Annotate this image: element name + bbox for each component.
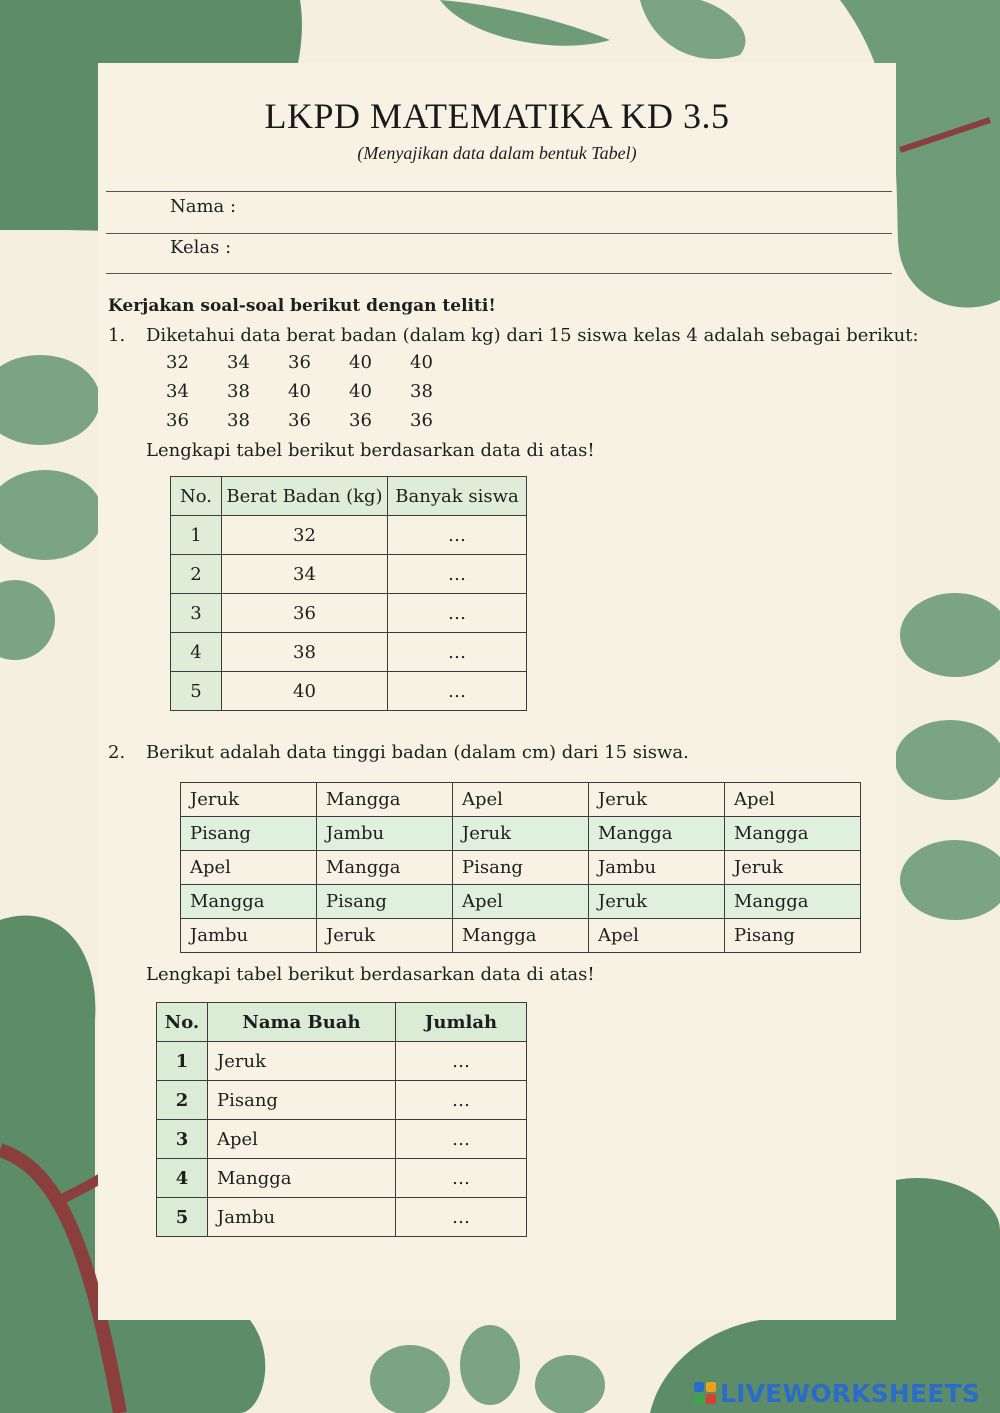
- grid-row: [181, 817, 861, 851]
- grid-cell: Apel: [589, 919, 725, 953]
- data-row: [166, 381, 471, 410]
- row-no: 1: [157, 1042, 208, 1081]
- grid-cell: Mangga: [725, 817, 861, 851]
- data-row: [166, 410, 471, 439]
- data-value: 38: [227, 410, 250, 431]
- row-berat: 36: [222, 594, 388, 633]
- row-no: 4: [171, 633, 222, 672]
- row-berat: 32: [222, 516, 388, 555]
- row-no: 2: [171, 555, 222, 594]
- grid-cell: Pisang: [453, 851, 589, 885]
- grid-cell: Mangga: [317, 783, 453, 817]
- row-nama-buah: Mangga: [208, 1159, 396, 1198]
- liveworksheets-logo[interactable]: [694, 1378, 980, 1408]
- answer-blank[interactable]: …: [388, 633, 527, 672]
- data-value: 32: [166, 352, 189, 373]
- grid-cell: Apel: [453, 783, 589, 817]
- question-1-prompt: Lengkapi tabel berikut berdasarkan data di atas!: [146, 440, 595, 461]
- data-value: 36: [349, 410, 372, 431]
- row-nama-buah: Jeruk: [208, 1042, 396, 1081]
- row-berat: 34: [222, 555, 388, 594]
- question-1-text: Diketahui data berat badan (dalam kg) dari 15 siswa kelas 4 adalah sebagai berikut:: [146, 325, 919, 346]
- data-value: 36: [288, 352, 311, 373]
- weight-data: [166, 352, 471, 439]
- row-berat: 40: [222, 672, 388, 711]
- divider: [106, 191, 892, 192]
- grid-cell: Pisang: [725, 919, 861, 953]
- nama-label: Nama :: [170, 196, 237, 217]
- data-row: [166, 352, 471, 381]
- data-value: 36: [288, 410, 311, 431]
- table-row: [157, 1159, 527, 1198]
- data-value: 34: [227, 352, 250, 373]
- data-value: 36: [166, 410, 189, 431]
- header-nama-buah: Nama Buah: [208, 1003, 396, 1042]
- grid-cell: Mangga: [725, 885, 861, 919]
- grid-cell: Jeruk: [181, 783, 317, 817]
- row-no: 2: [157, 1081, 208, 1120]
- grid-row: [181, 851, 861, 885]
- grid-row: [181, 885, 861, 919]
- row-berat: 38: [222, 633, 388, 672]
- header-berat: Berat Badan (kg): [222, 477, 388, 516]
- answer-blank[interactable]: …: [396, 1120, 527, 1159]
- row-no: 3: [157, 1120, 208, 1159]
- table-row: [157, 1120, 527, 1159]
- table-row: [171, 672, 527, 711]
- data-value: 40: [349, 381, 372, 402]
- grid-cell: Apel: [725, 783, 861, 817]
- answer-blank[interactable]: …: [396, 1198, 527, 1237]
- table-row: [157, 1081, 527, 1120]
- table-header-row: [157, 1003, 527, 1042]
- data-value: 38: [410, 381, 433, 402]
- fruit-count-table: [156, 1002, 527, 1237]
- table-row: [171, 633, 527, 672]
- instruction: Kerjakan soal-soal berikut dengan teliti!: [108, 296, 496, 316]
- fruit-data-grid: [180, 782, 861, 953]
- question-1-number: 1.: [108, 325, 126, 346]
- row-nama-buah: Apel: [208, 1120, 396, 1159]
- row-no: 4: [157, 1159, 208, 1198]
- row-no: 5: [171, 672, 222, 711]
- answer-blank[interactable]: …: [396, 1159, 527, 1198]
- grid-cell: Apel: [181, 851, 317, 885]
- grid-cell: Mangga: [317, 851, 453, 885]
- answer-blank[interactable]: …: [396, 1081, 527, 1120]
- grid-cell: Jeruk: [453, 817, 589, 851]
- table-header-row: [171, 477, 527, 516]
- question-2-prompt: Lengkapi tabel berikut berdasarkan data di atas!: [146, 964, 595, 985]
- row-no: 3: [171, 594, 222, 633]
- data-value: 40: [349, 352, 372, 373]
- grid-cell: Jeruk: [317, 919, 453, 953]
- table-row: [157, 1198, 527, 1237]
- grid-cell: Pisang: [317, 885, 453, 919]
- grid-row: [181, 919, 861, 953]
- row-no: 5: [157, 1198, 208, 1237]
- answer-blank[interactable]: …: [388, 672, 527, 711]
- header-banyak: Banyak siswa: [388, 477, 527, 516]
- logo-icon: [694, 1382, 716, 1404]
- row-no: 1: [171, 516, 222, 555]
- page-title: LKPD MATEMATIKA KD 3.5: [264, 96, 730, 136]
- grid-cell: Mangga: [589, 817, 725, 851]
- data-value: 36: [410, 410, 433, 431]
- row-nama-buah: Pisang: [208, 1081, 396, 1120]
- table-row: [171, 516, 527, 555]
- answer-blank[interactable]: …: [388, 516, 527, 555]
- nama-line[interactable]: [106, 233, 892, 234]
- grid-cell: Pisang: [181, 817, 317, 851]
- kelas-line[interactable]: [106, 273, 892, 274]
- data-value: 34: [166, 381, 189, 402]
- question-2-text: Berikut adalah data tinggi badan (dalam cm) dari 15 siswa.: [146, 742, 689, 763]
- table-row: [171, 594, 527, 633]
- grid-cell: Apel: [453, 885, 589, 919]
- grid-cell: Mangga: [453, 919, 589, 953]
- grid-cell: Jambu: [181, 919, 317, 953]
- answer-blank[interactable]: …: [388, 594, 527, 633]
- header-no: No.: [171, 477, 222, 516]
- data-value: 38: [227, 381, 250, 402]
- data-value: 40: [410, 352, 433, 373]
- logo-text: LIVEWORKSHEETS: [720, 1378, 981, 1408]
- kelas-label: Kelas :: [170, 237, 232, 258]
- grid-row: [181, 783, 861, 817]
- answer-blank[interactable]: …: [388, 555, 527, 594]
- answer-blank[interactable]: …: [396, 1042, 527, 1081]
- grid-cell: Jeruk: [589, 783, 725, 817]
- table-row: [157, 1042, 527, 1081]
- header-jumlah: Jumlah: [396, 1003, 527, 1042]
- grid-cell: Mangga: [181, 885, 317, 919]
- question-2-number: 2.: [108, 742, 126, 763]
- grid-cell: Jambu: [589, 851, 725, 885]
- data-value: 40: [288, 381, 311, 402]
- page-subtitle: (Menyajikan data dalam bentuk Tabel): [357, 143, 637, 163]
- header-no: No.: [157, 1003, 208, 1042]
- row-nama-buah: Jambu: [208, 1198, 396, 1237]
- grid-cell: Jambu: [317, 817, 453, 851]
- weight-table: [170, 476, 527, 711]
- grid-cell: Jeruk: [725, 851, 861, 885]
- grid-cell: Jeruk: [589, 885, 725, 919]
- table-row: [171, 555, 527, 594]
